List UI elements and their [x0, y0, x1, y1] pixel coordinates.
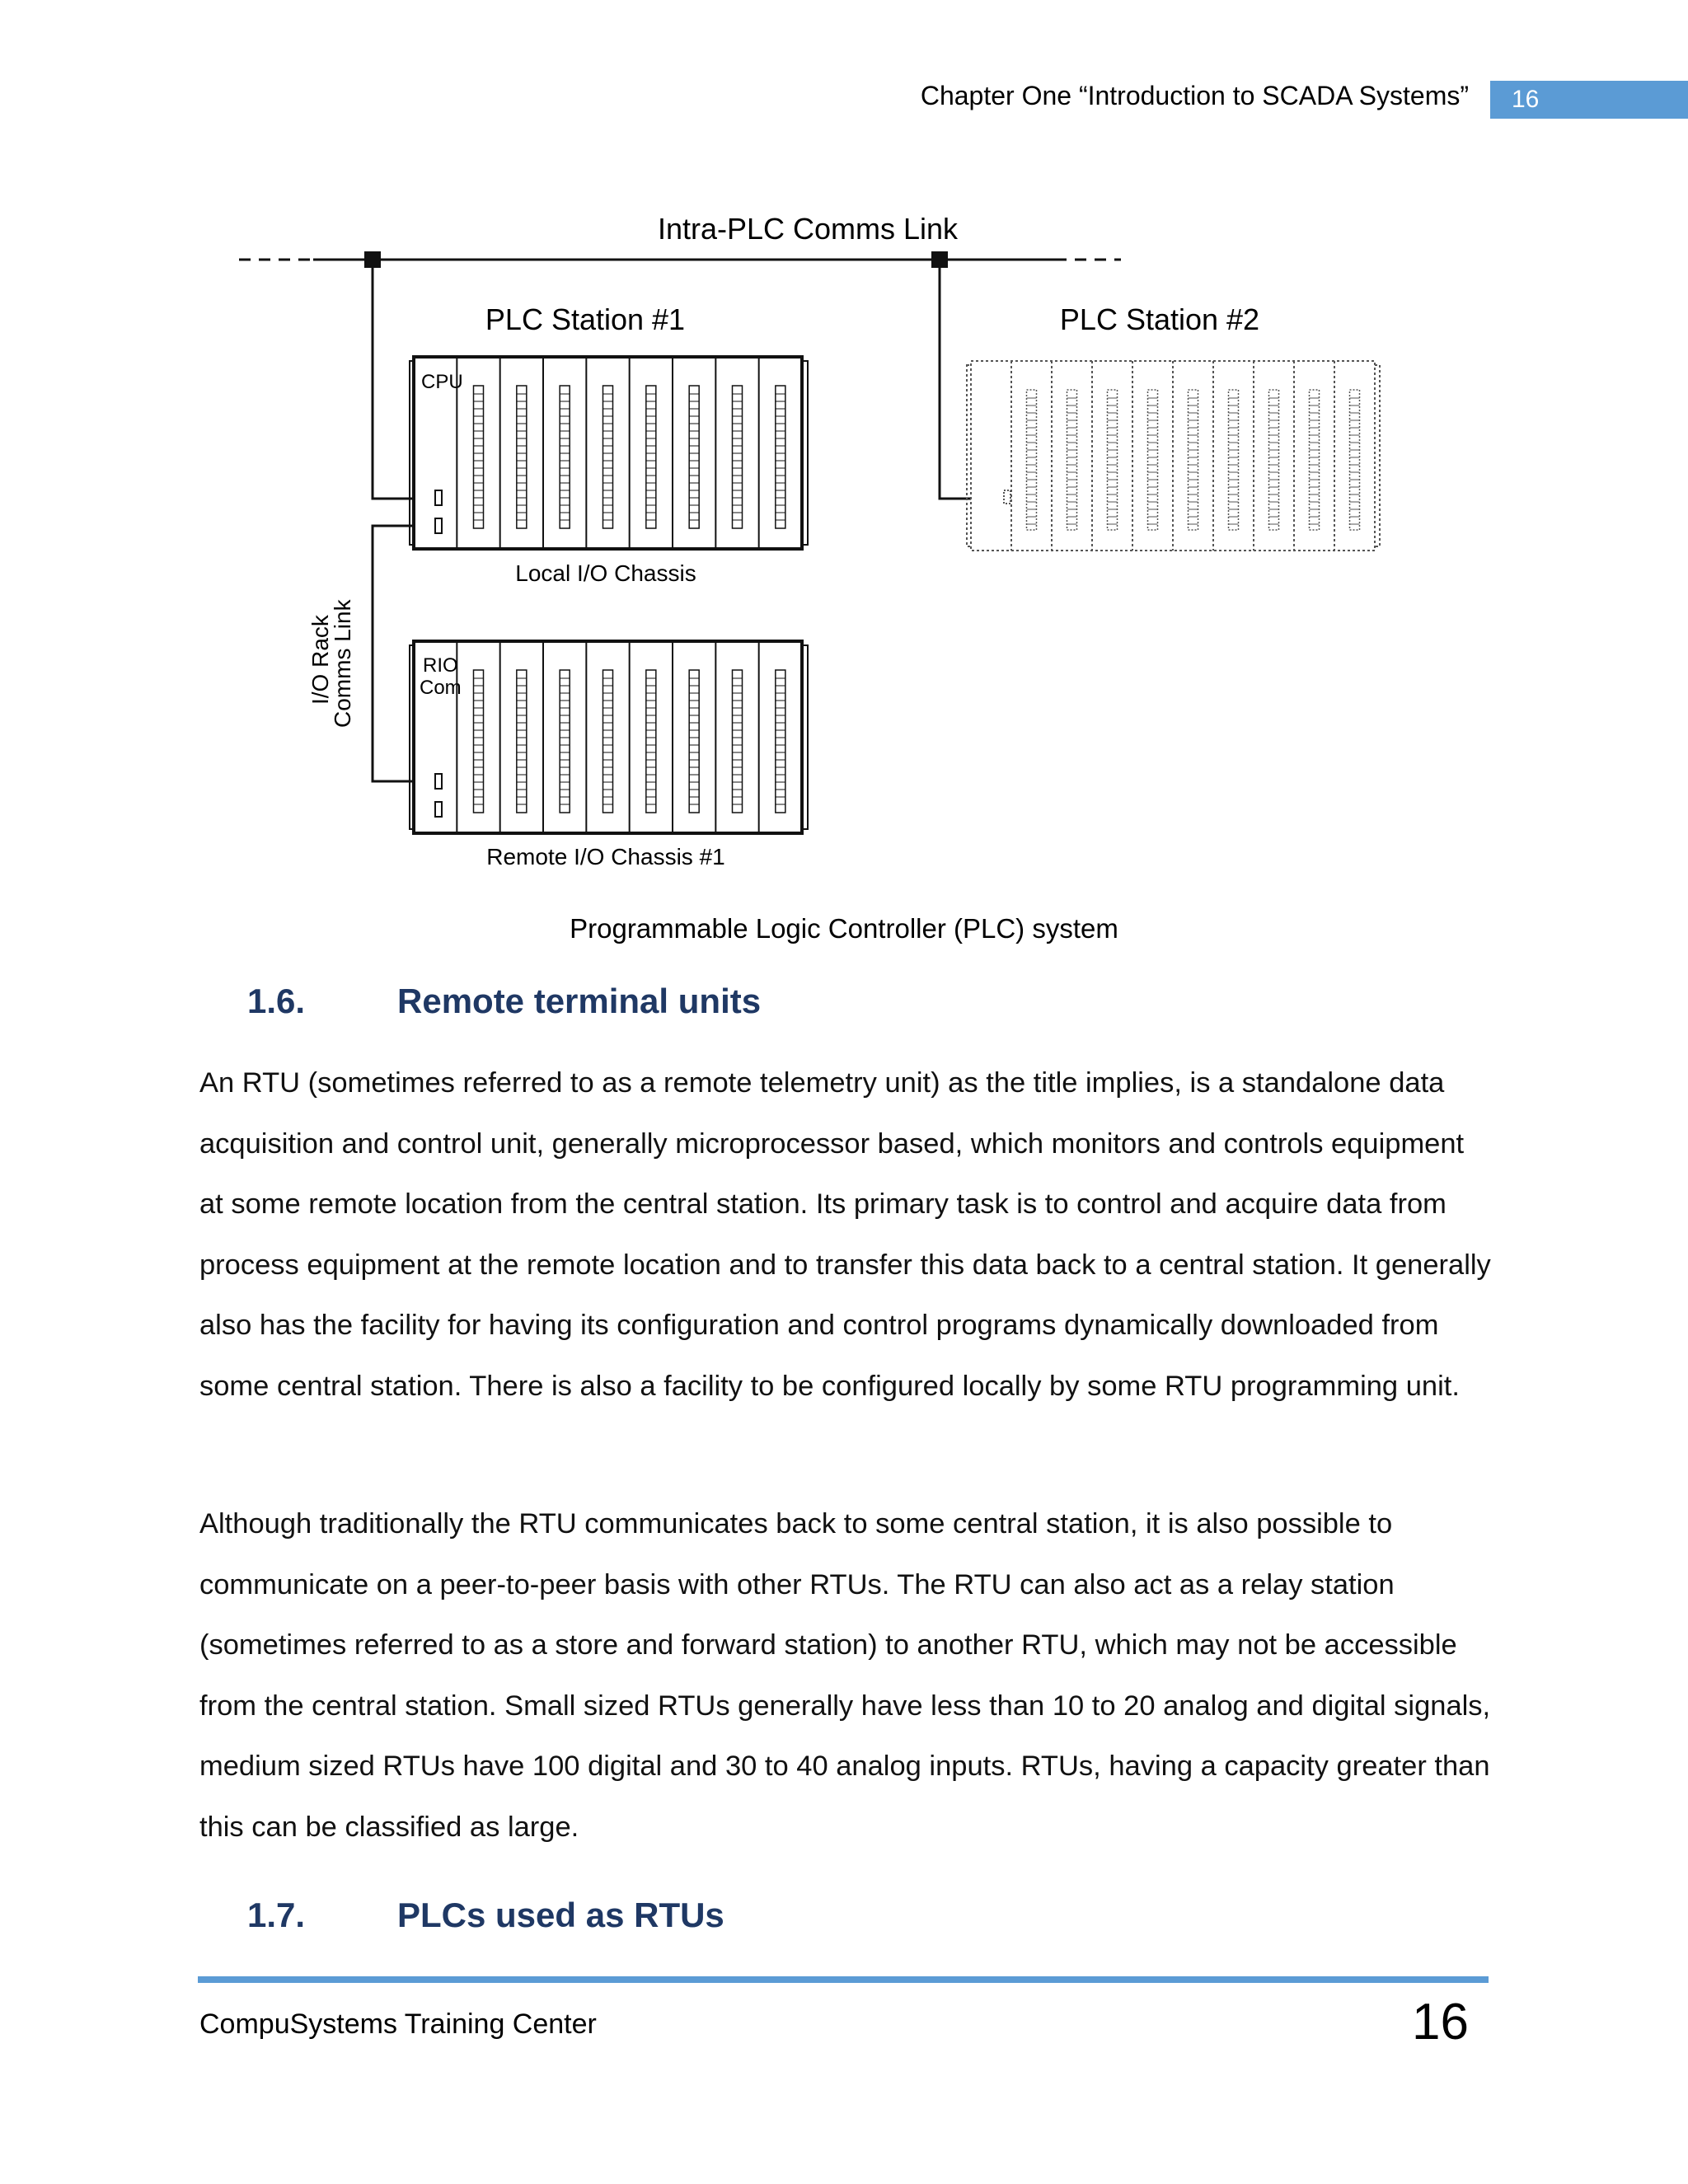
- running-header-title: Chapter One “Introduction to SCADA Systems”: [920, 81, 1469, 110]
- plc-system-diagram: [231, 210, 1401, 869]
- com-label: Com: [420, 677, 462, 699]
- comms-node-2: [931, 251, 948, 268]
- section-heading-1-7: [247, 1896, 724, 1935]
- paragraph-rtu-communication: Although traditionally the RTU communicates back to some central station, it is also possible to communicate on a peer-to-peer basis with other RTUs. The RTU can also act as a relay station (sometimes referred to as a store and forward station) to another RTU, which may not be accessible from the central station. Small sized RTUs generally have less than 10 to 20 analog and digital signals, medium sized RTUs have 100 digital and 30 to 40 analog inputs. RTUs, having a capacity greater than this can be classified as large.: [199, 1508, 1491, 1843]
- comms-link-vertical-label: Comms Link: [330, 599, 355, 728]
- running-header-page-number: 16: [1490, 81, 1688, 119]
- section-title: Remote terminal units: [397, 982, 762, 1020]
- section-title: PLCs used as RTUs: [397, 1896, 724, 1934]
- cpu-label: CPU: [421, 371, 463, 393]
- io-rack-label: I/O Rack: [307, 615, 333, 705]
- section-number: 1.6.: [247, 982, 306, 1020]
- station-2-chassis: [967, 361, 1380, 551]
- local-chassis-label: Local I/O Chassis: [515, 560, 696, 586]
- section-number: 1.7.: [247, 1896, 306, 1934]
- footer-page-number: 16: [1412, 1994, 1469, 2050]
- comms-link-label: Intra-PLC Comms Link: [657, 212, 959, 246]
- station-2-label: PLC Station #2: [1059, 302, 1260, 336]
- footer-rule: [198, 1976, 1489, 1983]
- figure-caption: Programmable Logic Controller (PLC) system: [570, 913, 1118, 944]
- section-heading-1-6: [247, 982, 761, 1021]
- footer-organization: CompuSystems Training Center: [199, 2008, 597, 2040]
- station-1-label: PLC Station #1: [485, 302, 686, 336]
- comms-node-1: [364, 251, 381, 268]
- paragraph-rtu-definition: An RTU (sometimes referred to as a remote telemetry unit) as the title implies, is a standalone data acquisition and control unit, generally microprocessor based, which monitors and controls equipment at some remote location from the central station. Its primary task is to control and acquire data from process equipment at the remote location and to transfer this data back to a central station. It generally also has the facility for having its configuration and control programs dynamically downloaded from some central station. There is also a facility to be configured locally by some RTU programming unit.: [199, 1067, 1491, 1402]
- remote-io-chassis: [410, 641, 808, 833]
- local-io-chassis: [410, 357, 808, 549]
- rio-label: RIO: [423, 654, 458, 677]
- remote-chassis-label: Remote I/O Chassis #1: [486, 844, 725, 869]
